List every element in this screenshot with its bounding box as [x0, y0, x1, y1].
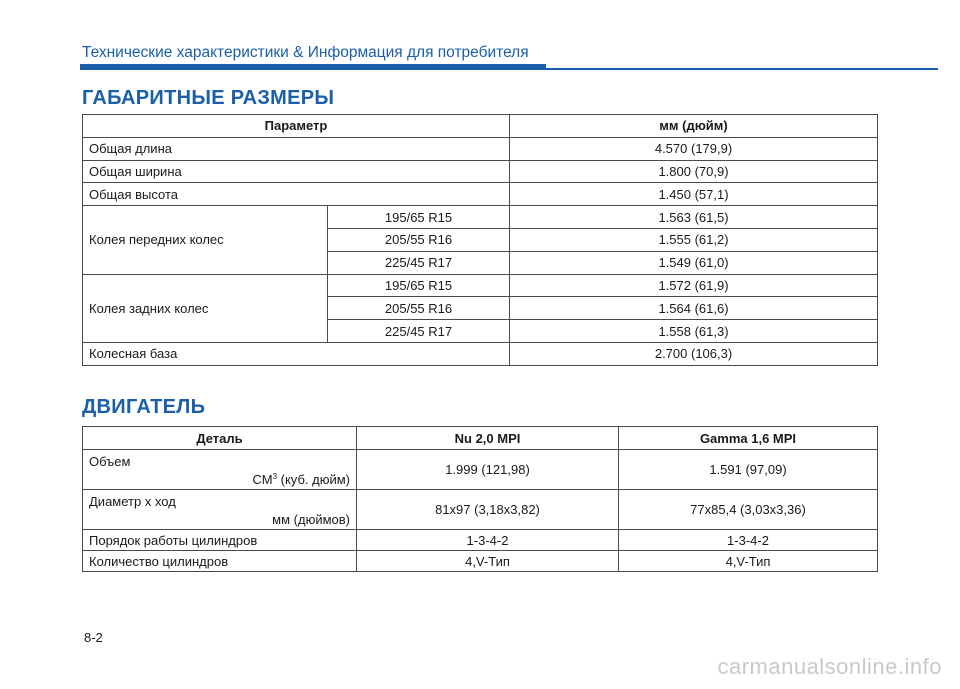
- page-number: 8-2: [84, 630, 103, 645]
- row-unit: [252, 472, 350, 487]
- row-label: Порядок работы цилиндров: [83, 530, 357, 551]
- table-row: [83, 274, 878, 297]
- tire-size: 225/45 R17: [328, 251, 510, 274]
- col-header-gamma: Gamma 1,6 MPI: [619, 427, 878, 450]
- row-unit: мм (дюймов): [272, 511, 350, 527]
- tire-size: 205/55 R16: [328, 297, 510, 320]
- header-rule-thin: [546, 68, 938, 70]
- row-value: 1.564 (61,6): [510, 297, 878, 320]
- col-header-item: Деталь: [83, 427, 357, 450]
- engine-title: ДВИГАТЕЛЬ: [82, 396, 206, 418]
- tire-size: 225/45 R17: [328, 320, 510, 343]
- dimensions-title: ГАБАРИТНЫЕ РАЗМЕРЫ: [82, 87, 335, 109]
- row-value-nu: 1-3-4-2: [357, 530, 619, 551]
- table-row: [83, 551, 878, 572]
- engine-table: [82, 426, 878, 572]
- row-value: 4.570 (179,9): [510, 137, 878, 160]
- row-label: Колея задних колес: [83, 274, 328, 342]
- unit-suffix: (куб. дюйм): [277, 471, 350, 487]
- row-label: Общая ширина: [83, 160, 510, 183]
- table-header-row: [83, 115, 878, 138]
- tire-size: 195/65 R15: [328, 274, 510, 297]
- row-value: 1.549 (61,0): [510, 251, 878, 274]
- col-header-param: Параметр: [83, 115, 510, 138]
- table-row: [83, 490, 878, 530]
- table-row: [83, 530, 878, 551]
- row-value-nu: 4,V-Тип: [357, 551, 619, 572]
- watermark: carmanualsonline.info: [717, 654, 942, 679]
- unit-superscript: 3: [272, 471, 278, 481]
- table-row: [83, 206, 878, 229]
- table-row: [83, 450, 878, 490]
- row-value: 2.700 (106,3): [510, 342, 878, 365]
- header-title: Технические характеристики & Информация для потребителя: [82, 44, 529, 61]
- table-header-row: [83, 427, 878, 450]
- row-label-text: Объем: [89, 453, 131, 469]
- col-header-nu: Nu 2,0 MPI: [357, 427, 619, 450]
- row-value-gamma: 1-3-4-2: [619, 530, 878, 551]
- table-row: [83, 160, 878, 183]
- row-value-gamma: 77x85,4 (3,03x3,36): [619, 490, 878, 530]
- row-value-nu: 1.999 (121,98): [357, 450, 619, 490]
- unit-prefix: CM: [252, 471, 273, 487]
- tire-size: 205/55 R16: [328, 228, 510, 251]
- table-row: [83, 183, 878, 206]
- row-value: 1.800 (70,9): [510, 160, 878, 183]
- row-value: 1.572 (61,9): [510, 274, 878, 297]
- header-rule-thick: [80, 64, 546, 70]
- table-row: [83, 137, 878, 160]
- row-value: 1.563 (61,5): [510, 206, 878, 229]
- table-row: [83, 342, 878, 365]
- row-value: 1.555 (61,2): [510, 228, 878, 251]
- row-value: 1.558 (61,3): [510, 320, 878, 343]
- row-label: [83, 490, 357, 530]
- row-label-text: Диаметр x ход: [89, 493, 176, 509]
- row-label: Общая высота: [83, 183, 510, 206]
- row-value-gamma: 4,V-Тип: [619, 551, 878, 572]
- row-value-gamma: 1.591 (97,09): [619, 450, 878, 490]
- tire-size: 195/65 R15: [328, 206, 510, 229]
- row-label: Колесная база: [83, 342, 510, 365]
- row-value: 1.450 (57,1): [510, 183, 878, 206]
- dimensions-table: [82, 114, 878, 366]
- row-label: Количество цилиндров: [83, 551, 357, 572]
- row-label: [83, 450, 357, 490]
- row-label: Общая длина: [83, 137, 510, 160]
- col-header-value: мм (дюйм): [510, 115, 878, 138]
- row-label: Колея передних колес: [83, 206, 328, 274]
- row-value-nu: 81x97 (3,18x3,82): [357, 490, 619, 530]
